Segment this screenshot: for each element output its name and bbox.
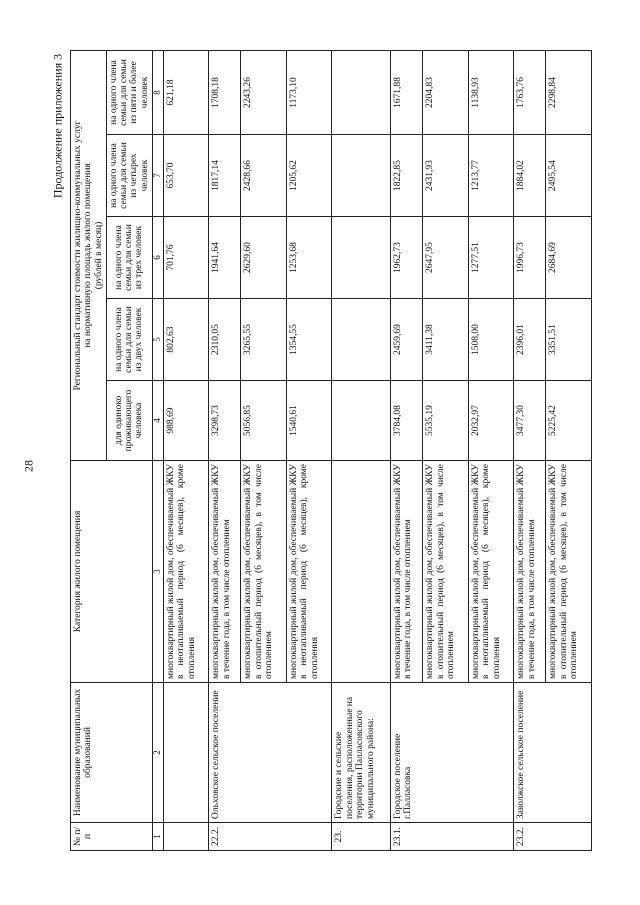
column-number: 6: [152, 217, 163, 299]
municipality-name: Городские и сельские поселения, расположенные на территории Палласовского муниципального района:: [332, 683, 391, 823]
column-number-row: [152, 50, 163, 850]
header-municipality: Наименование муниципальных образований: [71, 683, 153, 823]
value-four: 1205,62: [286, 135, 331, 217]
value-single: 1540,61: [286, 381, 331, 461]
value-four: 1817,14: [209, 135, 241, 217]
value-five-plus: 2204,83: [423, 50, 468, 134]
column-number: 7: [152, 135, 163, 217]
value-single: 988,69: [163, 381, 208, 461]
rotated-table-container: [70, 51, 592, 851]
row-number: 23.1.: [390, 823, 513, 851]
row-number: 22.2.: [209, 823, 332, 851]
value-three: 1253,68: [286, 217, 331, 299]
row-number: 23.2.: [514, 823, 592, 851]
value-two: 802,63: [163, 299, 208, 381]
municipality-name: [163, 683, 208, 823]
header-col8: на одного члена семьи для семьи из пяти и более человек: [106, 50, 152, 134]
value-three: 2629,60: [241, 217, 286, 299]
header-no: № п/п: [71, 823, 153, 851]
housing-category: многоквартирный жилой дом, обеспечиваемый ЖКУ в неотапливаемый период (6 месяцев), кроме отопления: [163, 461, 208, 683]
header-regional-standard: [71, 50, 107, 460]
value-single: 3477,30: [514, 381, 546, 461]
value-four: 1213,77: [468, 135, 513, 217]
value-four: 2495,54: [546, 135, 592, 217]
value-three: 2647,95: [423, 217, 468, 299]
column-number: 2: [152, 683, 163, 823]
column-number: 4: [152, 381, 163, 461]
value-four: 2428,66: [241, 135, 286, 217]
municipality-name: Заволжское сельское поселение: [514, 683, 592, 823]
value-two: 3351,51: [546, 299, 592, 381]
column-number: 1: [152, 823, 163, 851]
municipality-name: Ольховское сельское поселение: [209, 683, 332, 823]
header-standard-line1: Региональный стандарт стоимости жилищно-коммунальных услуг: [73, 120, 83, 391]
value-two: 3411,38: [423, 299, 468, 381]
page-number: 28: [21, 460, 36, 472]
value-two: 1508,00: [468, 299, 513, 381]
value-three: 1941,64: [209, 217, 241, 299]
value-five-plus: [332, 50, 391, 134]
value-four: 1822,85: [390, 135, 422, 217]
value-three: [332, 217, 391, 299]
housing-category: многоквартирный жилой дом, обеспечиваемый ЖКУ в неотапливаемый период (6 месяцев), кроме отопления: [468, 461, 513, 683]
value-two: 2310,05: [209, 299, 241, 381]
value-five-plus: 621,18: [163, 50, 208, 134]
row-number: 23.: [332, 823, 391, 851]
value-single: 2032,97: [468, 381, 513, 461]
value-four: 2431,93: [423, 135, 468, 217]
housing-category: многоквартирный жилой дом, обеспечиваемый ЖКУ в течение года, в том числе отоплением: [209, 461, 241, 683]
value-single: 5535,19: [423, 381, 468, 461]
appendix-title: Продолжение приложения 3: [50, 53, 65, 199]
value-five-plus: 1763,76: [514, 50, 546, 134]
value-two: 1354,55: [286, 299, 331, 381]
header-standard-line2: на нормативную площадь жилого помещения: [83, 163, 94, 348]
value-single: [332, 381, 391, 461]
column-number: 8: [152, 50, 163, 134]
value-three: 1962,73: [390, 217, 422, 299]
value-single: 3298,73: [209, 381, 241, 461]
value-five-plus: 2298,84: [546, 50, 592, 134]
value-single: 5056,85: [241, 381, 286, 461]
header-col5: на одного члена семьи для семьи из двух человек: [106, 299, 152, 381]
housing-category: многоквартирный жилой дом, обеспечиваемый ЖКУ в течение года, в том числе отоплением: [514, 461, 546, 683]
housing-category: многоквартирный жилой дом, обеспечиваемый ЖКУ в отопительный период (6 месяцев), в том числе отоплением: [546, 461, 592, 683]
value-single: 3784,08: [390, 381, 422, 461]
housing-category: [332, 461, 391, 683]
housing-category: многоквартирный жилой дом, обеспечиваемый ЖКУ в отопительный период (6 месяцев), в том числе отоплением: [423, 461, 468, 683]
header-standard-unit: (рублей в месяц): [93, 221, 104, 290]
value-single: 5225,42: [546, 381, 592, 461]
value-four: [332, 135, 391, 217]
value-two: [332, 299, 391, 381]
value-three: 2684,69: [546, 217, 592, 299]
table-row: [163, 50, 208, 850]
header-col6: на одного члена семьи для семьи из трех человек: [106, 217, 152, 299]
value-three: 1277,51: [468, 217, 513, 299]
value-five-plus: 1708,18: [209, 50, 241, 134]
value-three: 701,76: [163, 217, 208, 299]
housing-category: многоквартирный жилой дом, обеспечиваемый ЖКУ в неотапливаемый период (6 месяцев), кроме отопления: [286, 461, 331, 683]
value-five-plus: 1671,88: [390, 50, 422, 134]
header-category: Категория жилого помещения: [71, 461, 153, 683]
value-five-plus: 1138,93: [468, 50, 513, 134]
value-five-plus: 2243,26: [241, 50, 286, 134]
value-four: 1884,02: [514, 135, 546, 217]
column-number: 5: [152, 299, 163, 381]
table-row: [514, 50, 546, 850]
header-col7: на одного члена семьи для семьи из четырех человек: [106, 135, 152, 217]
value-four: 653,70: [163, 135, 208, 217]
value-five-plus: 1173,10: [286, 50, 331, 134]
value-two: 3265,55: [241, 299, 286, 381]
value-two: 2396,01: [514, 299, 546, 381]
value-three: 1996,73: [514, 217, 546, 299]
housing-category: многоквартирный жилой дом, обеспечиваемый ЖКУ в течение года, в том числе отоплением: [390, 461, 422, 683]
housing-category: многоквартирный жилой дом, обеспечиваемый ЖКУ в отопительный период (6 месяцев), в том числе отоплением: [241, 461, 286, 683]
table-row: [332, 50, 391, 850]
regional-standard-table: [70, 50, 592, 851]
row-number: [163, 823, 208, 851]
value-two: 2459,69: [390, 299, 422, 381]
table-row: [390, 50, 422, 850]
column-number: 3: [152, 461, 163, 683]
header-col4: для одиноко проживающего человека: [106, 381, 152, 461]
header-row-top: [71, 50, 107, 850]
municipality-name: Городское поселение г.Палласовка: [390, 683, 513, 823]
table-row: [209, 50, 241, 850]
